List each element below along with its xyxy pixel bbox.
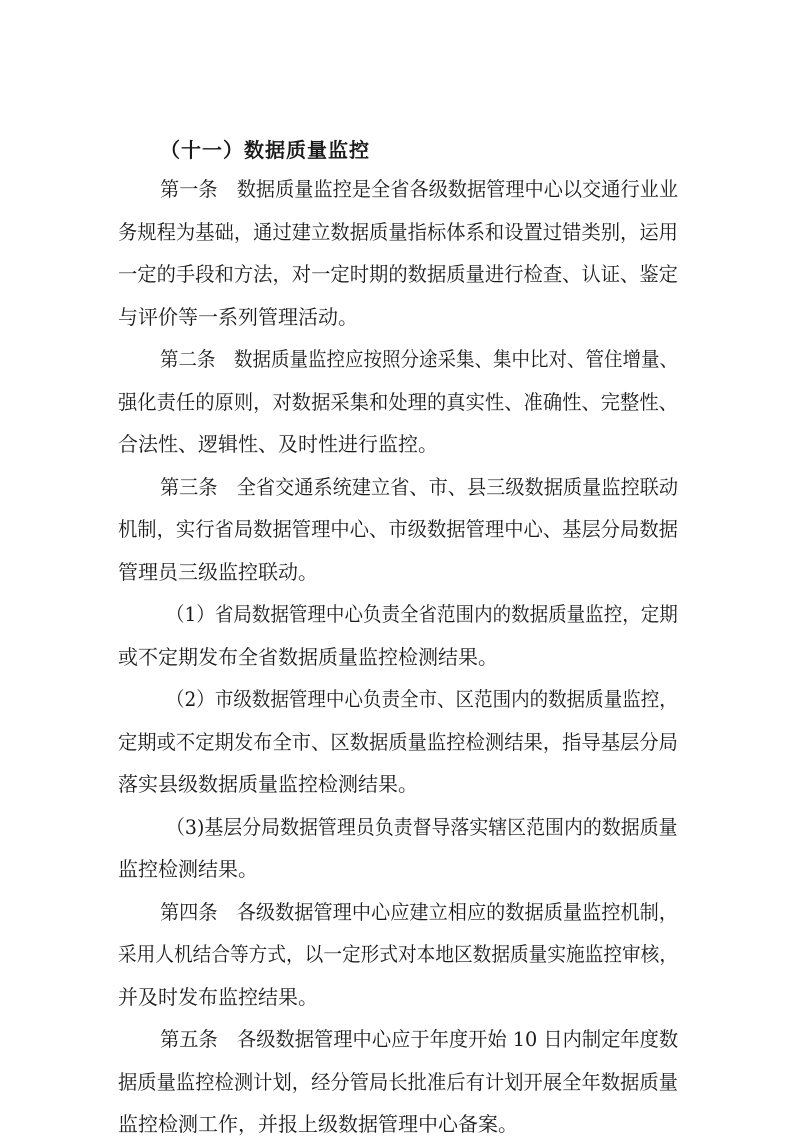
article-1-line-1: 第一条 数据质量监控是全省各级数据管理中心以交通行业业: [160, 177, 679, 201]
item-2-line-2: 定期或不定期发布全市、区数据质量监控检测结果，指导基层分局: [118, 730, 678, 754]
item-2-line-3: 落实县级数据质量监控检测结果。: [118, 772, 418, 796]
item-2-line-1: （2）市级数据管理中心负责全市、区范围内的数据质量监控，: [166, 687, 678, 711]
article-5-line-1: 第五条 各级数据管理中心应于年度开始 10 日内制定年度数: [160, 1027, 679, 1051]
article-3-line-2: 机制，实行省局数据管理中心、市级数据管理中心、基层分局数据: [118, 517, 678, 541]
item-3-line-2: 监控检测结果。: [118, 857, 258, 881]
article-4-line-2: 采用人机结合等方式，以一定形式对本地区数据质量实施监控审核，: [118, 942, 678, 966]
item-3-line-1: （3)基层分局数据管理员负责督导落实辖区范围内的数据质量: [166, 815, 678, 839]
article-2-line-1: 第二条 数据质量监控应按照分途采集、集中比对、管住增量、: [160, 347, 678, 371]
article-4-line-3: 并及时发布监控结果。: [118, 985, 318, 1009]
article-1-line-4: 与评价等一系列管理活动。: [118, 305, 358, 329]
article-2-line-2: 强化责任的原则，对数据采集和处理的真实性、准确性、完整性、: [118, 390, 678, 414]
article-5-line-3: 监控检测工作，并报上级数据管理中心备案。: [118, 1112, 518, 1136]
article-1-line-2: 务规程为基础，通过建立数据质量指标体系和设置过错类别，运用: [118, 220, 678, 244]
section-title: （十一）数据质量监控: [160, 138, 370, 162]
article-3-line-1: 第三条 全省交通系统建立省、市、县三级数据质量监控联动: [160, 475, 679, 499]
article-1-line-3: 一定的手段和方法，对一定时期的数据质量进行检查、认证、鉴定: [118, 262, 678, 286]
item-1-line-1: （1）省局数据管理中心负责全省范围内的数据质量监控，定期: [166, 602, 678, 626]
article-2-line-3: 合法性、逻辑性、及时性进行监控。: [118, 432, 438, 456]
article-4-line-1: 第四条 各级数据管理中心应建立相应的数据质量监控机制，: [160, 900, 679, 924]
article-3-line-3: 管理员三级监控联动。: [118, 560, 318, 584]
article-5-line-2: 据质量监控检测计划，经分管局长批准后有计划开展全年数据质量: [118, 1070, 678, 1094]
item-1-line-2: 或不定期发布全省数据质量监控检测结果。: [118, 645, 498, 669]
